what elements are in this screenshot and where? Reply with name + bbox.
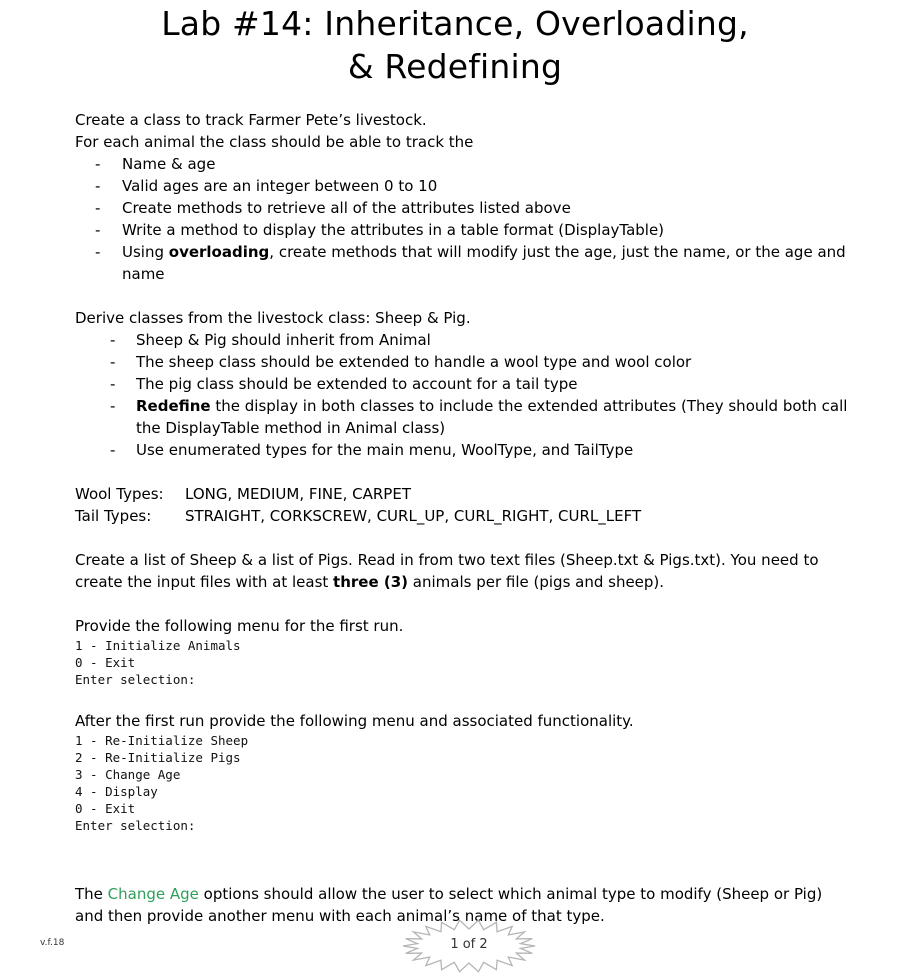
menu-line: 3 - Change Age xyxy=(75,767,181,782)
derive-heading: Derive classes from the livestock class: Sheep & Pig. xyxy=(75,309,471,327)
menu-line: 0 - Exit xyxy=(75,655,136,670)
menu-line: Enter selection: xyxy=(75,672,196,687)
lists-section xyxy=(75,549,855,593)
intro-line-1: Create a class to track Farmer Pete’s livestock. xyxy=(75,111,427,129)
first-menu-heading: Provide the following menu for the first run. xyxy=(75,617,404,635)
document-body xyxy=(75,109,855,927)
first-menu-section xyxy=(75,615,855,688)
menu-line: 2 - Re-Initialize Pigs xyxy=(75,750,241,765)
list-item: - Name & age xyxy=(75,153,855,175)
bold-term-overloading: overloading xyxy=(168,243,270,261)
list-item: - Write a method to display the attributes in a table format (DisplayTable) xyxy=(75,219,855,241)
tail-types-row xyxy=(75,505,855,527)
page-number: 1 of 2 xyxy=(450,937,488,952)
list-item: - Valid ages are an integer between 0 to 10 xyxy=(75,175,855,197)
second-menu-heading: After the first run provide the following menu and associated functionality. xyxy=(75,712,634,730)
types-section xyxy=(75,483,855,527)
version-label: v.f.18 xyxy=(40,938,65,948)
list-item: - The pig class should be extended to account for a tail type xyxy=(75,373,855,395)
wool-types-row xyxy=(75,483,855,505)
list-item: - The sheep class should be extended to handle a wool type and wool color xyxy=(75,351,855,373)
change-age-paragraph: The Change Age options should allow the user to select which animal type to modify (Sheep or Pig) and then provide another menu with each animal’s name of that type. xyxy=(75,885,823,925)
second-menu-section xyxy=(75,710,855,834)
title-line-2: & Redefining xyxy=(347,47,563,86)
derive-section xyxy=(75,307,855,461)
intro-line-2: For each animal the class should be able to track the xyxy=(75,133,474,151)
list-item: - Use enumerated types for the main menu, WoolType, and TailType xyxy=(75,439,855,461)
document-title xyxy=(0,2,910,88)
menu-line: 1 - Initialize Animals xyxy=(75,638,241,653)
tail-types-label: Tail Types: xyxy=(75,507,152,525)
menu-line: 1 - Re-Initialize Sheep xyxy=(75,733,249,748)
list-item-overloading: - Using overloading, create methods that will modify just the age, just the name, or the age and name xyxy=(75,241,855,285)
menu-line: Enter selection: xyxy=(75,818,196,833)
bold-term-redefine: Redefine xyxy=(136,397,211,415)
menu-line: 4 - Display xyxy=(75,784,158,799)
intro-list xyxy=(75,153,855,285)
wool-types-label: Wool Types: xyxy=(75,485,164,503)
list-item: - Create methods to retrieve all of the attributes listed above xyxy=(75,197,855,219)
lists-paragraph: Create a list of Sheep & a list of Pigs. Read in from two text files (Sheep.txt & Pigs.txt). You need to create the input files with at least three (3) animals per file (pigs and sheep). xyxy=(75,551,819,591)
title-line-1: Lab #14: Inheritance, Overloading, xyxy=(161,4,749,43)
page-number-badge xyxy=(399,918,539,974)
bold-term-three: three (3) xyxy=(333,573,409,591)
derive-list xyxy=(75,329,855,461)
intro-section xyxy=(75,109,855,285)
tail-types-values: STRAIGHT, CORKSCREW, CURL_UP, CURL_RIGHT, CURL_LEFT xyxy=(185,507,642,525)
list-item-redefine: - Redefine the display in both classes to include the extended attributes (They should both call the DisplayTable method in Animal class) xyxy=(75,395,855,439)
wool-types-values: LONG, MEDIUM, FINE, CARPET xyxy=(185,485,411,503)
change-age-highlight: Change Age xyxy=(107,885,199,903)
list-item: - Sheep & Pig should inherit from Animal xyxy=(75,329,855,351)
menu-line: 0 - Exit xyxy=(75,801,136,816)
